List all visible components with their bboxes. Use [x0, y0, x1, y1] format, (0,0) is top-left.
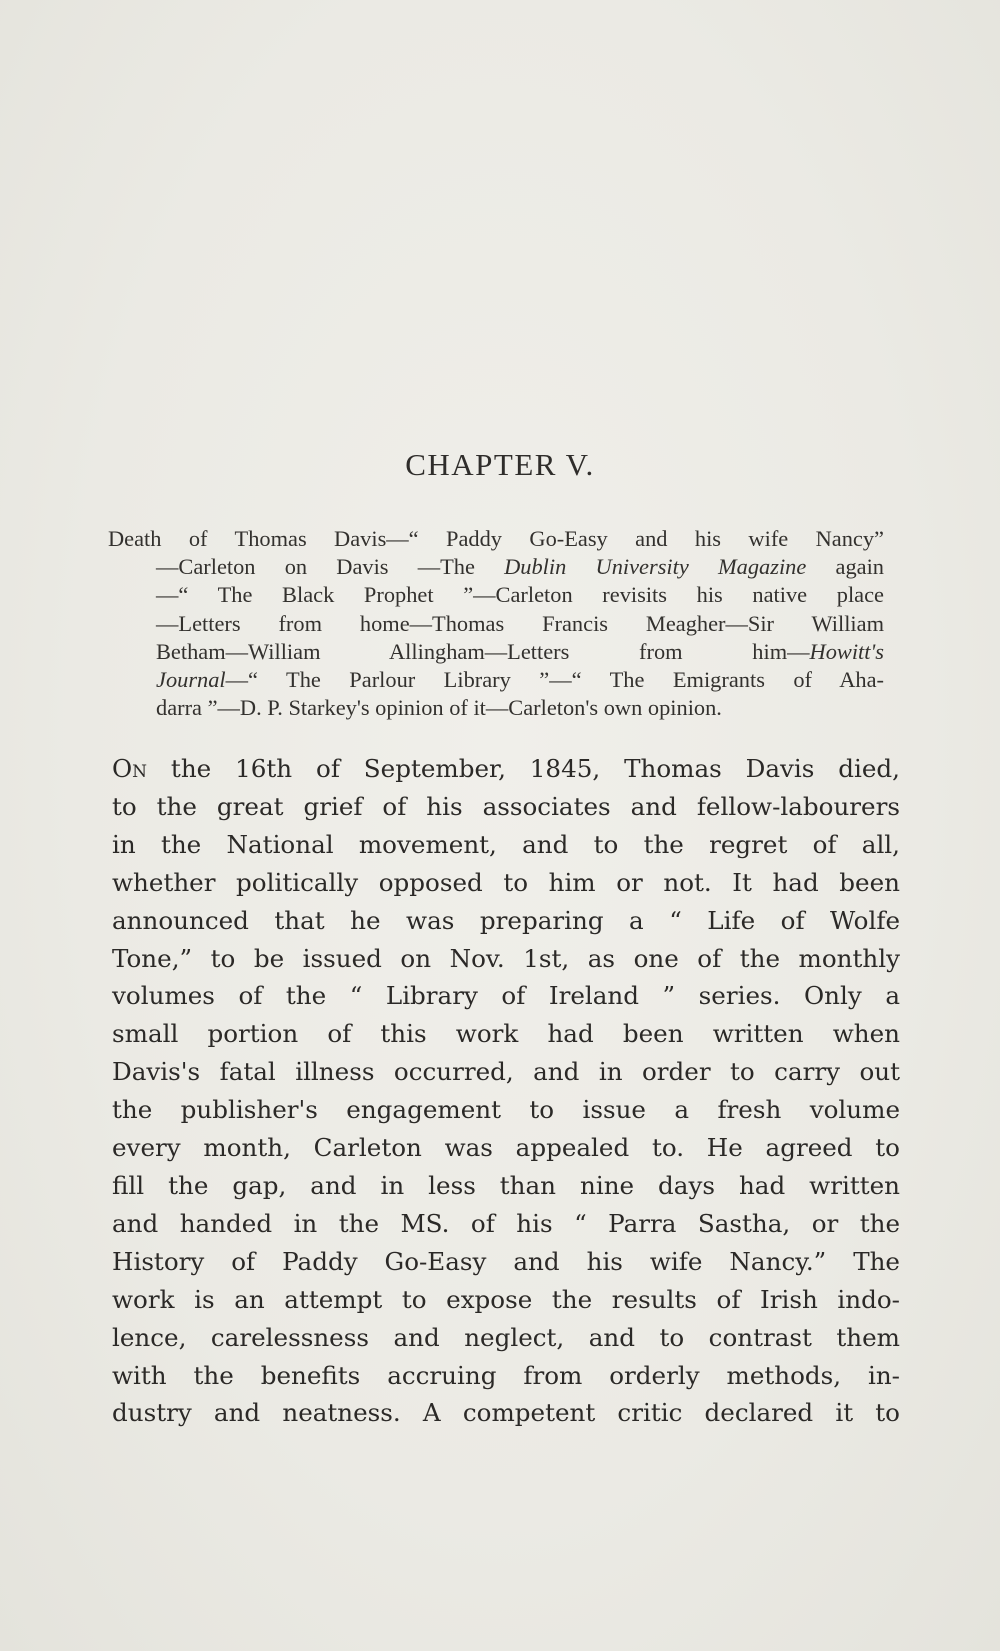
body-line: dustry and neatness. A competent critic declared it to — [112, 1398, 900, 1428]
body-line: announced that he was preparing a “ Life of Wolfe — [112, 905, 900, 935]
body-line: work is an attempt to expose the results of Irish indo- — [112, 1284, 900, 1314]
summary-line: —“ The Black Prophet ”—Carleton revisits his native place — [156, 582, 884, 608]
body-line: History of Paddy Go-Easy and his wife Nancy.” The — [112, 1246, 900, 1276]
body-line: small portion of this work had been written when — [112, 1019, 900, 1049]
summary-line: —Carleton on Davis —The Dublin University Magazine again — [156, 554, 885, 580]
body-line-first — [112, 750, 900, 788]
body-line: fill the gap, and in less than nine days had written — [112, 1170, 900, 1200]
body-line: the publisher's engagement to issue a fresh volume — [112, 1095, 900, 1125]
body-line: whether politically opposed to him or not. It had been — [112, 867, 900, 897]
chapter-title: CHAPTER V. — [405, 447, 595, 482]
first-line-rest: the 16th of September, 1845, Thomas Davis died, — [147, 754, 900, 783]
body-line: Davis's fatal illness occurred, and in order to carry out — [112, 1057, 900, 1087]
summary-line: Death of Thomas Davis—“ Paddy Go-Easy and his wife Nancy” — [108, 526, 884, 551]
body-paragraph — [112, 750, 900, 1432]
body-line: to the great grief of his associates and fellow-labourers — [112, 791, 900, 821]
body-line: with the benefits accruing from orderly methods, in- — [112, 1360, 900, 1390]
body-line: lence, carelessness and neglect, and to contrast them — [112, 1322, 900, 1352]
body-line: every month, Carleton was appealed to. He agreed to — [112, 1133, 900, 1163]
summary-line: darra ”—D. P. Starkey's opinion of it—Carleton's own opinion. — [156, 695, 722, 721]
body-line: and handed in the MS. of his “ Parra Sastha, or the — [112, 1208, 900, 1238]
summary-line: Betham—William Allingham—Letters from him—Howitt's — [156, 638, 884, 664]
body-line: in the National movement, and to the regret of all, — [112, 829, 900, 859]
body-line: volumes of the “ Library of Ireland ” series. Only a — [112, 981, 900, 1011]
lead-word: On — [112, 754, 148, 783]
chapter-summary — [108, 525, 884, 722]
summary-line: —Letters from home—Thomas Francis Meagher—Sir William — [156, 610, 884, 636]
summary-line: Journal—“ The Parlour Library ”—“ The Emigrants of Aha- — [156, 667, 884, 693]
body-line: Tone,” to be issued on Nov. 1st, as one of the monthly — [112, 943, 900, 973]
